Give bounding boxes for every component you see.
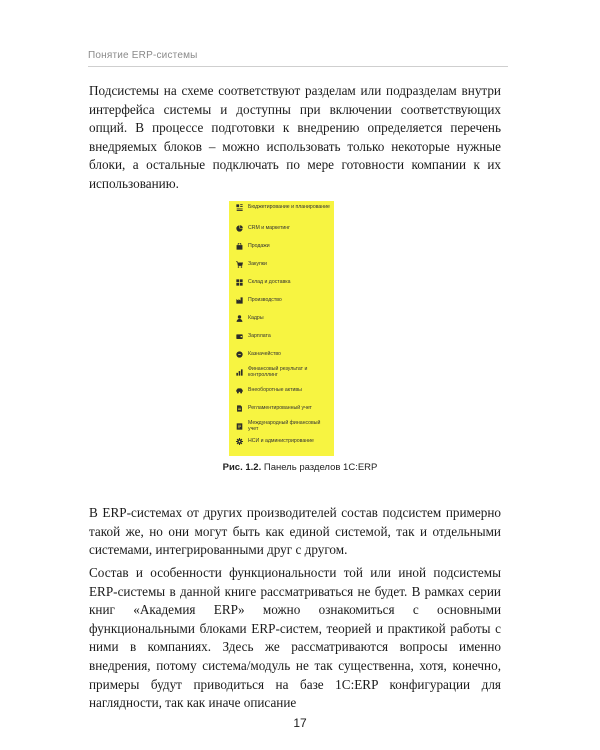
panel-item-fixed-assets — [236, 387, 332, 394]
panel-item-label: НСИ и администрирование — [248, 438, 314, 445]
panel-item-label: Бюджетирование и планирование — [248, 204, 330, 211]
panel-item-label: Производство — [248, 297, 282, 304]
panel-item-financial-result — [236, 366, 332, 379]
panel-item-label: Финансовый результат и контроллинг — [248, 366, 308, 379]
figure-caption-text: Панель разделов 1С:ERP — [263, 462, 378, 473]
panel-item-label: Внеоборотные активы — [248, 387, 302, 394]
panel-item-ifrs — [236, 420, 332, 433]
panel-item-label: CRM и маркетинг — [248, 225, 291, 232]
header-divider — [88, 66, 508, 67]
panel-item-warehouse — [236, 279, 332, 286]
panel-item-label: Регламентированный учет — [248, 405, 312, 412]
panel-item-label: Кадры — [248, 315, 264, 322]
panel-item-label: Казначейство — [248, 351, 281, 358]
bar-chart-icon — [236, 369, 243, 376]
running-header: Понятие ERP-системы — [88, 50, 198, 61]
paragraph-other-vendors: В ERP-системах от других производителей состав подсистем примерно такой же, но они могут быть как единой системой, так и отдельными системами, интегрированными друг с другом. — [89, 505, 501, 558]
gear-icon — [236, 438, 243, 445]
panel-item-purchasing — [236, 261, 332, 268]
warehouse-icon — [236, 279, 243, 286]
figure-caption-label: Рис. 1.2. — [222, 462, 262, 473]
panel-item-label: Продажи — [248, 243, 270, 250]
paragraph-composition: Состав и особенности функциональности той или иной подсистемы ERP-системы в данной книге рассматриваться не будет. В рамках серии книг «Академия ERP» можно ознакомиться с основными функциональными блоками ERP-систем, теорией и практикой работы с ними в компаниях. Здесь же рассматриваются вопросы именно внедрения, потому система/модуль не так существенна, хотя, конечно, примеры будут приводиться на базе 1С:ERP конфигурации для наглядности, так как иначе описание — [89, 565, 501, 711]
factory-icon — [236, 297, 243, 304]
panel-item-regulated-accounting — [236, 405, 332, 412]
panel-item-label: Закупки — [248, 261, 267, 268]
panel-item-budgeting — [236, 204, 332, 211]
panel-item-treasury — [236, 351, 332, 358]
panel-item-hr — [236, 315, 332, 322]
panel-item-label: Международный финансовый учет — [248, 420, 321, 433]
figure-caption — [0, 462, 600, 473]
page-number: 17 — [293, 716, 307, 730]
pie-chart-icon — [236, 225, 243, 232]
person-icon — [236, 315, 243, 322]
wallet-icon — [236, 333, 243, 340]
budget-icon — [236, 204, 243, 211]
figure-section-panel — [229, 201, 334, 456]
panel-item-sales — [236, 243, 332, 250]
coin-icon — [236, 351, 243, 358]
vehicle-icon — [236, 387, 243, 394]
document-icon — [236, 405, 243, 412]
panel-item-production — [236, 297, 332, 304]
panel-item-label: Зарплата — [248, 333, 271, 340]
shopping-bag-icon — [236, 243, 243, 250]
panel-item-label: Склад и доставка — [248, 279, 291, 286]
cart-icon — [236, 261, 243, 268]
panel-item-crm — [236, 225, 332, 232]
panel-item-payroll — [236, 333, 332, 340]
paragraph-intro: Подсистемы на схеме соответствуют разделам или подразделам внутри интерфейса системы и доступны при включении соответствующих опций. В процессе подготовки к внедрению определяется перечень внедряемых блоков – можно использовать только некоторые нужные блоки, а остальные подключать по мере готовности компании к их использованию. — [89, 83, 501, 191]
panel-item-admin — [236, 438, 332, 445]
ledger-icon — [236, 423, 243, 430]
